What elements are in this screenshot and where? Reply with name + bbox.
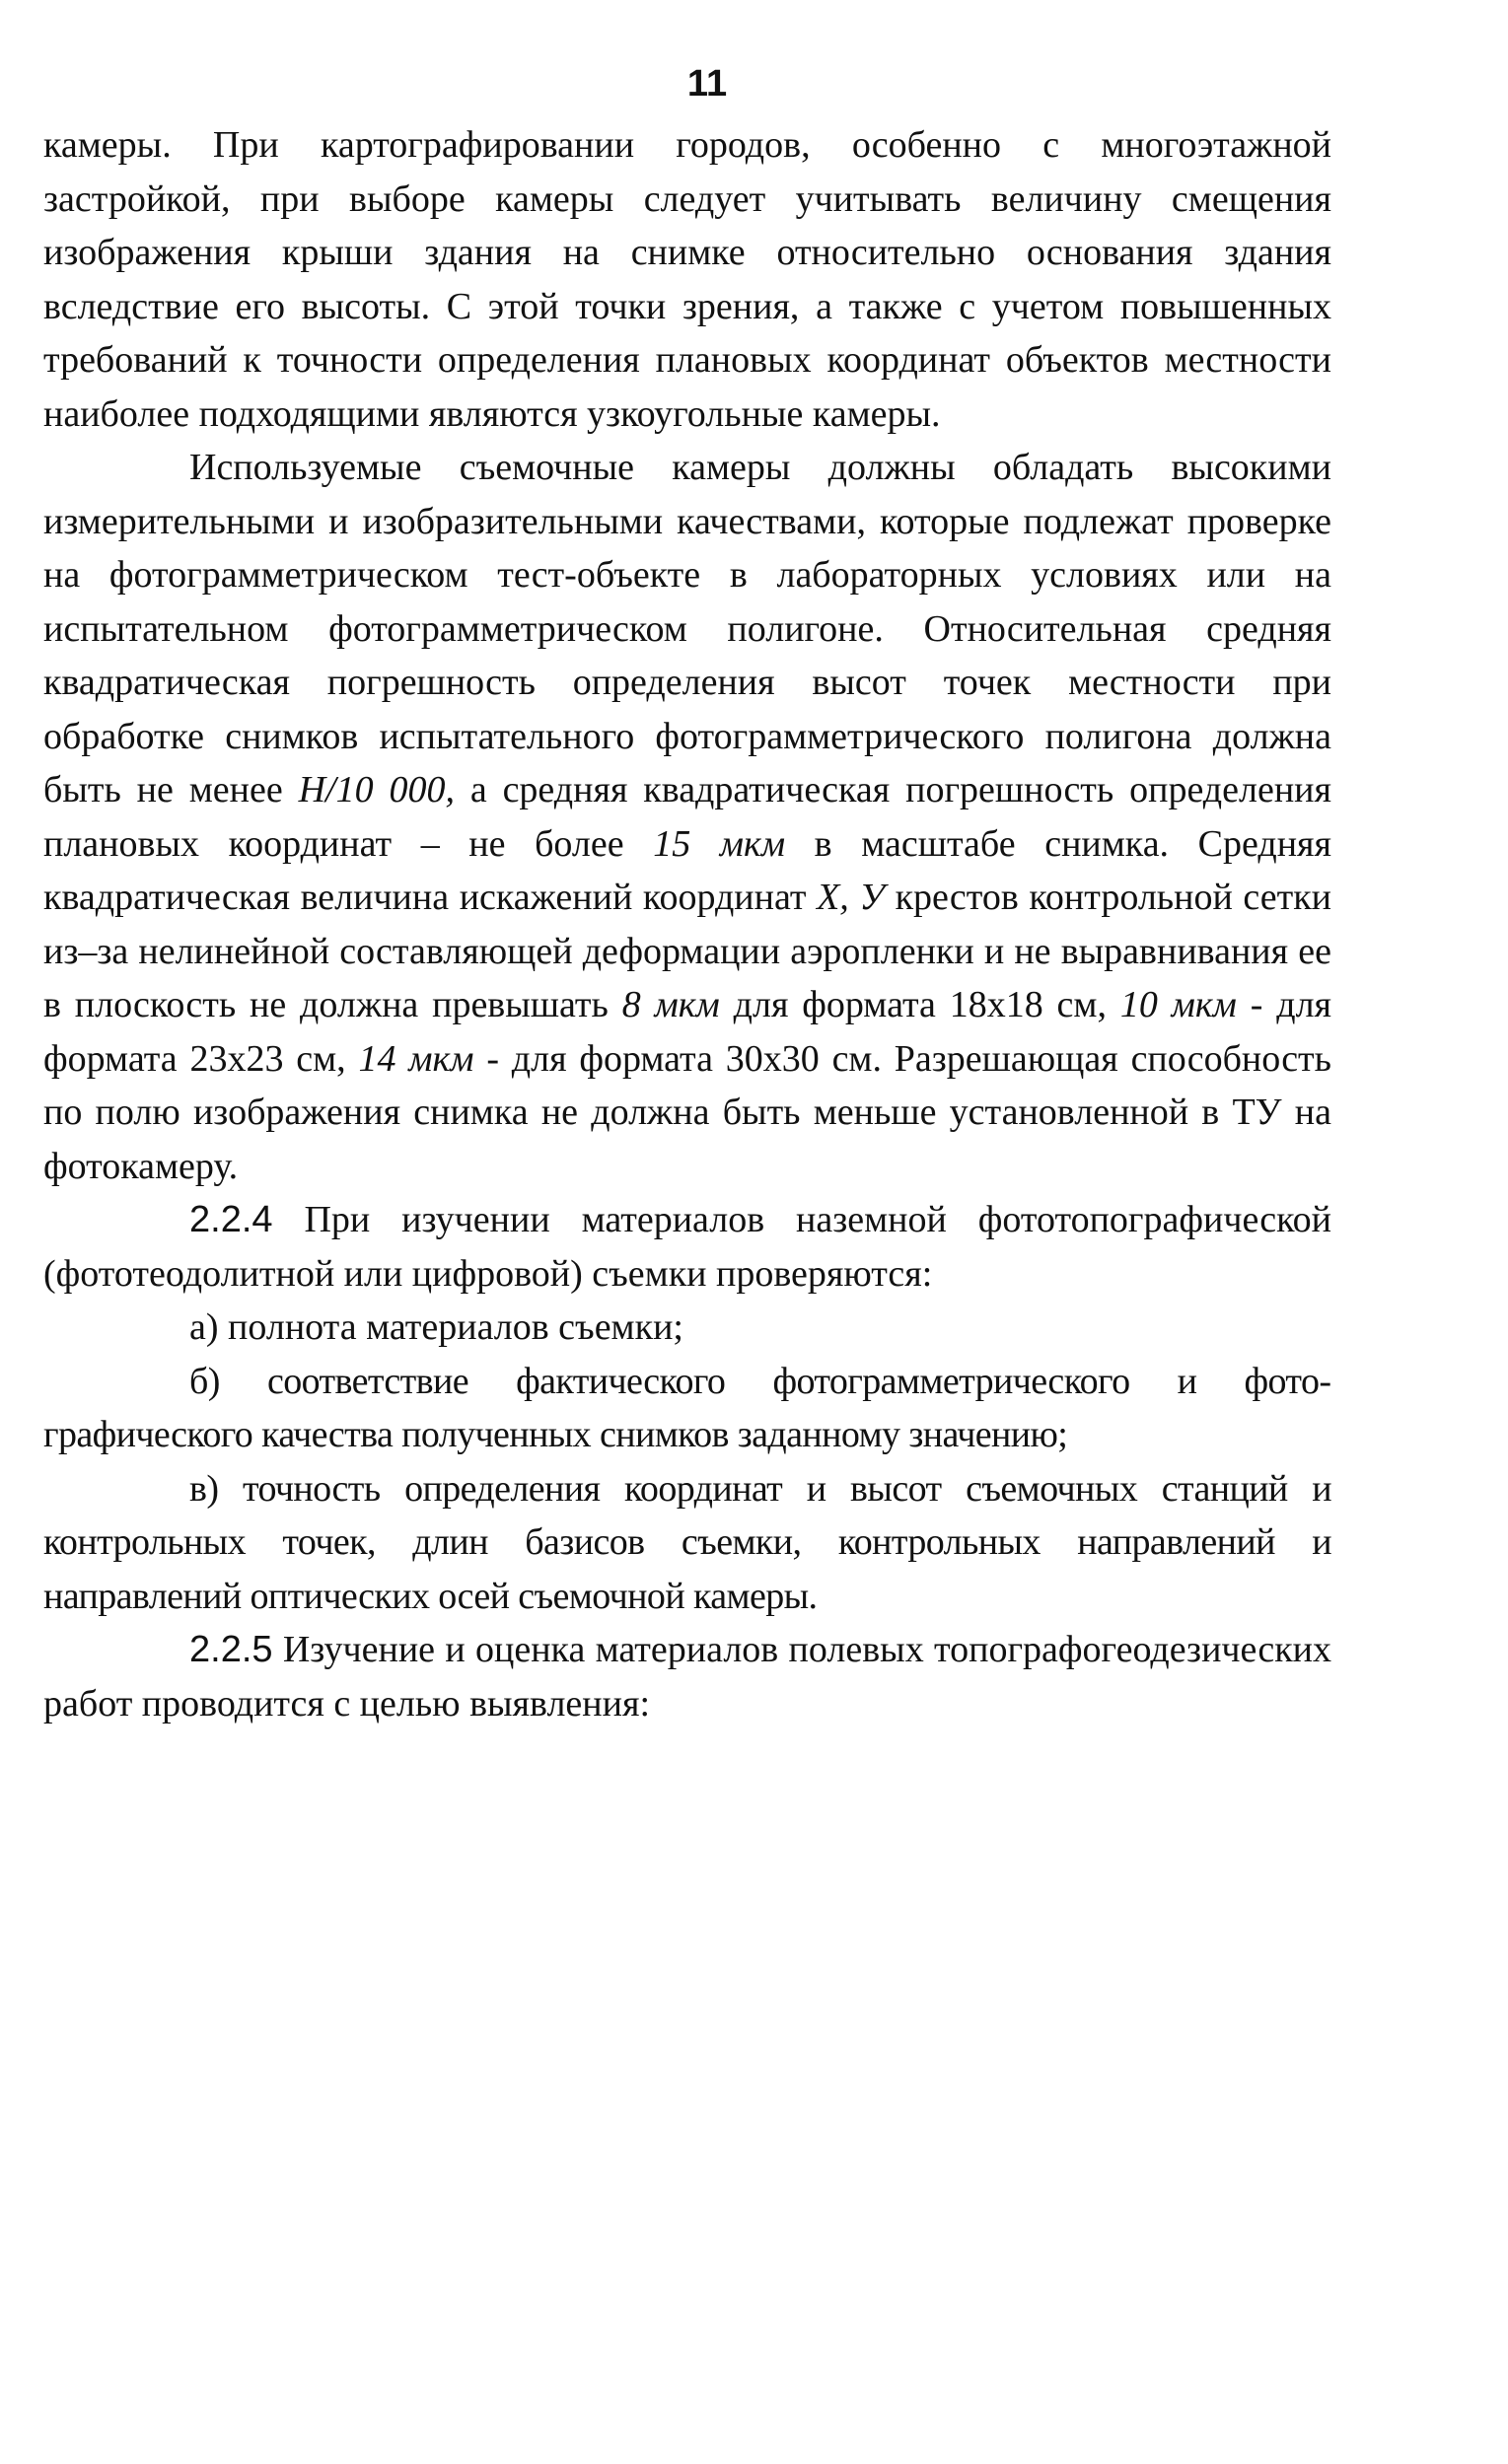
italic-value: H/10 000,: [298, 769, 455, 810]
section-number: 2.2.4: [189, 1199, 273, 1240]
document-page: [43, 59, 1331, 1730]
list-item-b: б) соответствие фактического фотограмметрического и фотографического качества полученных снимков заданному значению;: [43, 1360, 1331, 1455]
text-fragment: Используемые съемочные камеры должны обладать высокими измерительными и изобразительными качествами, которые подлежат проверке на фотограмметрическом тест-объекте в лабораторных условиях или на испытательном фотограмметрическом полигоне. Относительная средняя квадратическая погрешность определения высот точек местности при обработке снимков испытательного фотограмметрического полигона должна быть не менее: [43, 447, 1331, 810]
list-item-a: а) полнота материалов съемки;: [189, 1306, 683, 1348]
paragraph-section-2-2-5: [43, 1623, 1331, 1730]
text-fragment: а средняя квадратическая погрешность определения плановых координат – не более: [43, 769, 1331, 865]
italic-value: 14 мкм: [358, 1037, 474, 1080]
text-fragment: - для формата 30х30 см. Разрешающая способность по полю изображения снимка не должна быть меньше установленной в ТУ на фотокамеру.: [43, 1037, 1331, 1187]
list-item-v: в) точность определения координат и высот съемочных станций и контрольных точек, длин базисов съемки, контрольных направлений и направлений оптических осей съемочной камеры.: [43, 1467, 1331, 1617]
paragraph-section-2-2-4: [43, 1193, 1331, 1301]
italic-value: 10 мкм: [1119, 984, 1237, 1025]
text-fragment: - для формата 23х23 см,: [43, 984, 1332, 1080]
paragraph-camera-requirements: [43, 441, 1331, 1193]
italic-value: 15 мкм: [653, 822, 786, 865]
page-number: 11: [686, 63, 728, 105]
paragraph-camera-selection: камеры. При картографировании городов, особенно с многоэтажной застройкой, при выборе камеры следует учитывать величину смещения изображения крыши здания на снимке относительно основания здания вследствие его высоты. С этой точки зрения, а также с учетом повышенных требований к точности определения плановых координат объектов местности наиболее подходящими являются узкоугольные камеры.: [43, 124, 1331, 435]
italic-value: 8 мкм: [621, 984, 720, 1025]
text-fragment: в масштабе снимка. Средняя квадратическая величина искажений координат: [43, 822, 1331, 918]
text-fragment: для формата 18х18 см,: [719, 984, 1120, 1025]
italic-value: X, У: [817, 877, 885, 918]
section-text: При изучении материалов наземной фототопографической (фототеодолитной или цифровой) съемки проверяются:: [43, 1199, 1331, 1295]
text-fragment: крестов контрольной сетки из–за нелинейной составляющей деформации аэропленки и не выравнивания ее в плоскость не должна превышать: [43, 877, 1332, 1025]
section-number: 2.2.5: [189, 1629, 273, 1670]
section-text: Изучение и оценка материалов полевых топографогеодезических работ проводится с целью выявления:: [43, 1629, 1331, 1725]
